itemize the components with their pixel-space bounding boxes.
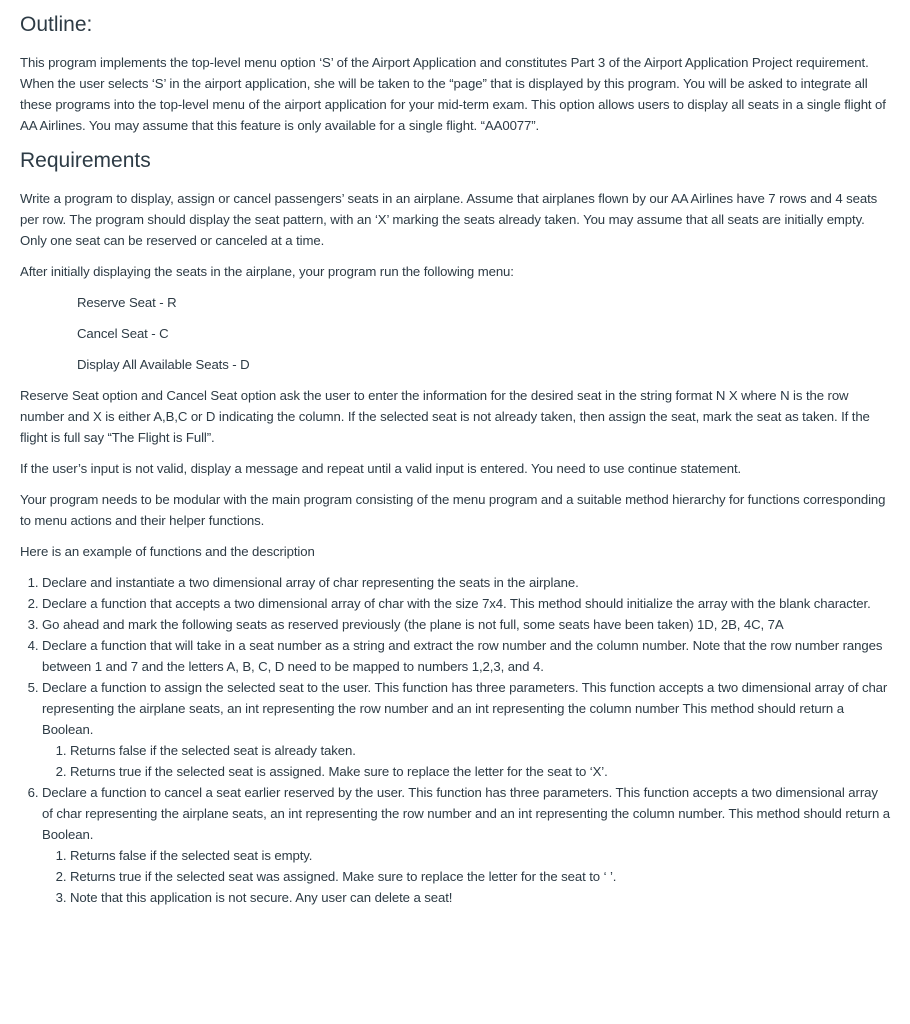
reserve-cancel-description: Reserve Seat option and Cancel Seat option ask the user to enter the information for the desired seat in the string format N X where N is the row number and X is either A,B,C or D indicating the column. If the selected seat is not already taken, then assign the seat, mark the seat as taken. If the flight is full say “The Flight is Full”. [20, 388, 870, 445]
step-text: Declare a function that accepts a two dimensional array of char with the size 7x4. This method should initialize the array with the blank character. [42, 596, 871, 611]
assign-returns-list [42, 740, 890, 782]
menu-option-cancel: Cancel Seat - C [77, 326, 169, 341]
list-item: 1. Returns false if the selected seat is empty. [70, 845, 890, 866]
requirements-intro: Write a program to display, assign or cancel passengers’ seats in an airplane. Assume that airplanes flown by our AA Airlines have 7 rows and 4 seats per row. The program should display the seat pattern, with an ‘X’ marking the seats already taken. You may assume that all seats are initially empty. Only one seat can be reserved or canceled at a time. [20, 191, 878, 248]
step-text: Declare a function to assign the selected seat to the user. This function has three parameters. This function accepts a two dimensional array of char representing the airplane seats, an int representing the row number and an int representing the column number This method should return a Boolean. [42, 680, 888, 737]
step-text: Go ahead and mark the following seats as reserved previously (the plane is not full, some seats have been taken) 1D, 2B, 4C, 7A [42, 617, 784, 632]
cancel-returns-list [42, 845, 890, 908]
list-item: 1. Returns false if the selected seat is already taken. [70, 740, 890, 761]
modular-description: Your program needs to be modular with the main program consisting of the menu program and a suitable method hierarchy for functions corresponding to menu actions and their helper functions. [20, 492, 886, 528]
list-item [42, 782, 890, 908]
invalid-input-description: If the user’s input is not valid, display a message and repeat until a valid input is entered. You need to use continue statement. [20, 461, 742, 476]
example-intro: Here is an example of functions and the description [20, 544, 315, 559]
step-text: Declare a function to cancel a seat earlier reserved by the user. This function has three parameters. This function accepts a two dimensional array of char representing the airplane seats, an int representing the row number and an int representing the column number. This method should return a Boolean. [42, 785, 890, 842]
list-item [42, 677, 890, 782]
list-item: 2. Returns true if the selected seat was assigned. Make sure to replace the letter for the seat to ‘ ’. [70, 866, 890, 887]
list-item [42, 593, 890, 614]
list-item: 3. Note that this application is not secure. Any user can delete a seat! [70, 887, 890, 908]
requirements-heading: Requirements [20, 149, 151, 172]
list-item [42, 635, 890, 677]
function-steps-list [20, 572, 890, 908]
outline-heading: Outline: [20, 13, 93, 36]
menu-option-list [20, 292, 890, 375]
menu-option-reserve: Reserve Seat - R [77, 295, 177, 310]
step-text: Declare and instantiate a two dimensional array of char representing the seats in the airplane. [42, 575, 579, 590]
list-item: 2. Returns true if the selected seat is assigned. Make sure to replace the letter for the seat to ‘X’. [70, 761, 890, 782]
menu-option-display: Display All Available Seats - D [77, 357, 250, 372]
list-item [42, 572, 890, 593]
menu-intro: After initially displaying the seats in the airplane, your program run the following menu: [20, 264, 514, 279]
list-item [42, 614, 890, 635]
outline-paragraph: This program implements the top-level menu option ‘S’ of the Airport Application and constitutes Part 3 of the Airport Application Project requirement. When the user selects ‘S’ in the airport application, she will be taken to the “page” that is displayed by this program. You will be asked to integrate all these programs into the top-level menu of the airport application for your mid-term exam. This option allows users to display all seats in a single flight of AA Airlines. You may assume that this feature is only available for a single flight. “AA0077”. [20, 55, 886, 133]
step-text: Declare a function that will take in a seat number as a string and extract the row number and the column number. Note that the row number ranges between 1 and 7 and the letters A, B, C, D need to be mapped to numbers 1,2,3, and 4. [42, 638, 883, 674]
